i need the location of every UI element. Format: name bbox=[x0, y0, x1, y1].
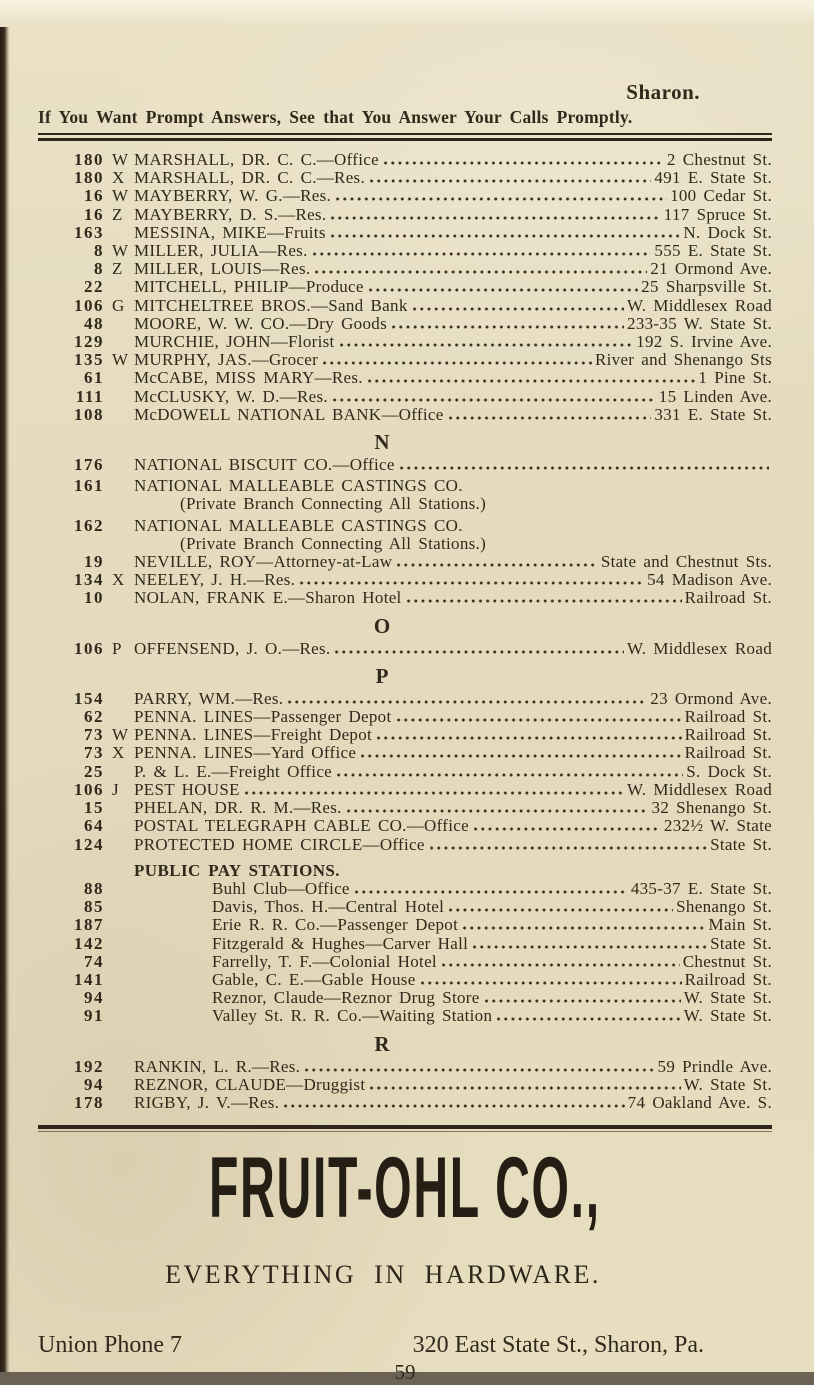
phone-number: 48 bbox=[84, 313, 104, 333]
ad-footer bbox=[38, 1332, 772, 1359]
name-column bbox=[134, 898, 772, 916]
section-heading: N bbox=[374, 430, 390, 455]
party-line-letter: W bbox=[112, 186, 129, 206]
address: Railroad St. bbox=[684, 588, 772, 608]
address: 23 Ormond Ave. bbox=[650, 688, 772, 708]
address: 15 Linden Ave. bbox=[658, 386, 772, 406]
address: 331 E. State St. bbox=[654, 404, 772, 424]
name-column bbox=[134, 781, 772, 799]
dot-leader bbox=[483, 991, 681, 1003]
address: State and Chestnut Sts. bbox=[600, 552, 772, 572]
phone-number: 108 bbox=[74, 404, 104, 424]
phone-number: 176 bbox=[74, 455, 104, 475]
directory-row bbox=[38, 1076, 772, 1094]
subscriber-name: Buhl Club—Office bbox=[212, 878, 350, 898]
bottom-rule bbox=[38, 1125, 772, 1132]
subscriber-name: PROTECTED HOME CIRCLE—Office bbox=[134, 834, 425, 854]
phone-number: 61 bbox=[84, 368, 104, 388]
phone-number: 25 bbox=[84, 761, 104, 781]
name-column bbox=[134, 278, 772, 296]
address: Railroad St. bbox=[684, 743, 772, 763]
phone-number: 64 bbox=[84, 816, 104, 836]
dot-leader bbox=[329, 208, 660, 220]
directory-row bbox=[38, 151, 772, 169]
address: 555 E. State St. bbox=[654, 241, 772, 261]
subscriber-name: Davis, Thos. H.—Central Hotel bbox=[212, 897, 445, 917]
subscriber-name: P. & L. E.—Freight Office bbox=[134, 761, 333, 781]
directory-row bbox=[38, 935, 772, 953]
address: W. Middlesex Road bbox=[627, 779, 772, 799]
dot-leader bbox=[428, 838, 707, 850]
directory-row bbox=[38, 406, 772, 424]
subscriber-name: NOLAN, FRANK E.—Sharon Hotel bbox=[134, 588, 402, 608]
directory-row bbox=[38, 206, 772, 224]
dot-leader bbox=[472, 819, 661, 831]
directory-row bbox=[38, 369, 772, 387]
phone-number: 106 bbox=[74, 779, 104, 799]
directory-row bbox=[38, 781, 772, 799]
name-column bbox=[134, 388, 772, 406]
address: 1 Pine St. bbox=[698, 368, 772, 388]
dot-leader bbox=[419, 973, 682, 985]
dot-leader bbox=[329, 226, 681, 238]
ad-phone: Union Phone 7 bbox=[38, 1332, 182, 1359]
directory-row bbox=[38, 351, 772, 369]
dot-leader bbox=[335, 765, 683, 777]
dot-leader bbox=[286, 692, 647, 704]
subscriber-name: MESSINA, MIKE—Fruits bbox=[134, 222, 326, 242]
subscriber-name: Erie R. R. Co.—Passenger Depot bbox=[212, 915, 459, 935]
subscriber-name: MILLER, LOUIS—Res. bbox=[134, 259, 311, 279]
directory-row bbox=[38, 224, 772, 242]
name-column bbox=[134, 799, 772, 817]
phone-number: 73 bbox=[84, 725, 104, 745]
address: River and Shenango Sts bbox=[594, 350, 772, 370]
dot-leader bbox=[366, 371, 695, 383]
phone-number: 16 bbox=[84, 186, 104, 206]
directory-row bbox=[38, 763, 772, 781]
party-line-letter: P bbox=[112, 638, 122, 658]
subscriber-name: MARSHALL, DR. C. C.—Res. bbox=[134, 168, 366, 188]
dot-leader bbox=[447, 900, 673, 912]
address: W. State St. bbox=[683, 1074, 772, 1094]
address: 74 Oakland Ave. S. bbox=[627, 1092, 772, 1112]
directory-row bbox=[38, 640, 772, 658]
phone-number: 88 bbox=[84, 878, 104, 898]
directory-row bbox=[38, 898, 772, 916]
party-line-letter: Z bbox=[112, 259, 123, 279]
party-line-letter: W bbox=[112, 241, 129, 261]
page-number: 59 bbox=[394, 1360, 416, 1385]
directory-row bbox=[38, 726, 772, 744]
subscriber-name: Farrelly, T. F.—Colonial Hotel bbox=[212, 951, 437, 971]
directory-row bbox=[38, 297, 772, 315]
name-column bbox=[134, 333, 772, 351]
subscriber-name: MARSHALL, DR. C. C.—Office bbox=[134, 150, 379, 169]
phone-number: 106 bbox=[74, 295, 104, 315]
directory-row bbox=[38, 187, 772, 205]
name-column bbox=[134, 817, 772, 835]
address: N. Dock St. bbox=[683, 222, 772, 242]
directory-row bbox=[38, 456, 772, 474]
phone-number: 73 bbox=[84, 743, 104, 763]
phone-number: 62 bbox=[84, 707, 104, 727]
subscriber-name: MILLER, JULIA—Res. bbox=[134, 241, 308, 261]
dot-leader bbox=[375, 728, 682, 740]
party-line-letter: J bbox=[112, 779, 119, 799]
dot-leader bbox=[303, 1060, 654, 1072]
phone-number: 134 bbox=[74, 570, 104, 590]
ad-company-name-text: FRUIT-OHL CO., bbox=[209, 1140, 601, 1237]
subscriber-name: RIGBY, J. V.—Res. bbox=[134, 1092, 280, 1112]
directory-row bbox=[38, 242, 772, 260]
directory-row bbox=[38, 571, 772, 589]
ad-tagline: EVERYTHING IN HARDWARE. bbox=[165, 1260, 601, 1290]
subscriber-name: MURCHIE, JOHN—Florist bbox=[134, 332, 335, 352]
phone-number: 106 bbox=[74, 638, 104, 658]
phone-number: 163 bbox=[74, 222, 104, 242]
address: Shenango St. bbox=[676, 897, 772, 917]
name-column bbox=[134, 989, 772, 1007]
directory-row bbox=[38, 553, 772, 571]
address: 435-37 E. State St. bbox=[630, 878, 772, 898]
party-line-letter: X bbox=[112, 570, 125, 590]
subscriber-name: Fitzgerald & Hughes—Carver Hall bbox=[212, 933, 469, 953]
section-heading: R bbox=[374, 1031, 390, 1056]
address: 117 Spruce St. bbox=[663, 204, 772, 224]
private-branch-note: (Private Branch Connecting All Stations.) bbox=[180, 533, 487, 553]
phone-number: 154 bbox=[74, 688, 104, 708]
party-line-letter: G bbox=[112, 295, 125, 315]
subscriber-name: PARRY, WM.—Res. bbox=[134, 688, 284, 708]
dot-leader bbox=[390, 317, 624, 329]
subscriber-name: NATIONAL BISCUIT CO.—Office bbox=[134, 455, 395, 475]
directory-row bbox=[38, 971, 772, 989]
subscriber-name: MOORE, W. W. CO.—Dry Goods bbox=[134, 313, 387, 333]
dot-leader bbox=[405, 591, 682, 603]
phone-number: 192 bbox=[74, 1056, 104, 1076]
phone-number: 8 bbox=[94, 241, 104, 261]
name-column bbox=[134, 971, 772, 989]
address: Railroad St. bbox=[684, 725, 772, 745]
dot-leader bbox=[313, 262, 647, 274]
header-rule bbox=[38, 133, 772, 141]
address: Chestnut St. bbox=[682, 951, 772, 971]
address: 54 Madison Ave. bbox=[647, 570, 772, 590]
phone-number: 94 bbox=[84, 1074, 104, 1094]
dot-leader bbox=[353, 882, 628, 894]
dot-leader bbox=[471, 937, 707, 949]
subscriber-name: McCABE, MISS MARY—Res. bbox=[134, 368, 363, 388]
dot-leader bbox=[382, 153, 664, 165]
subscriber-name: Reznor, Claude—Reznor Drug Store bbox=[212, 988, 480, 1008]
dot-leader bbox=[495, 1009, 680, 1021]
directory-row bbox=[38, 1058, 772, 1076]
subscriber-name: NEVILLE, ROY—Attorney-at-Law bbox=[134, 552, 393, 572]
dot-leader bbox=[321, 353, 592, 365]
name-column bbox=[134, 880, 772, 898]
phone-number: 22 bbox=[84, 277, 104, 297]
dot-leader bbox=[398, 458, 769, 470]
address: W. State St. bbox=[683, 1006, 772, 1026]
directory-row bbox=[38, 517, 772, 535]
name-column bbox=[134, 690, 772, 708]
address: State St. bbox=[710, 933, 772, 953]
city-header: Sharon. bbox=[626, 80, 700, 104]
left-edge-shadow bbox=[0, 27, 10, 1372]
subscriber-name: MURPHY, JAS.—Grocer bbox=[134, 350, 319, 370]
dot-leader bbox=[282, 1096, 624, 1108]
page-content bbox=[38, 0, 772, 1385]
name-column bbox=[134, 169, 772, 187]
subscriber-name: MAYBERRY, W. G.—Res. bbox=[134, 186, 332, 206]
name-column bbox=[134, 456, 772, 474]
directory-row bbox=[38, 690, 772, 708]
subscriber-name: RANKIN, L. R.—Res. bbox=[134, 1056, 301, 1076]
address: Railroad St. bbox=[684, 969, 772, 989]
name-column bbox=[134, 315, 772, 333]
name-column bbox=[134, 640, 772, 658]
phone-number: 8 bbox=[94, 259, 104, 279]
phone-number: 94 bbox=[84, 988, 104, 1008]
subscriber-name: McDOWELL NATIONAL BANK—Office bbox=[134, 404, 444, 424]
phone-number: 16 bbox=[84, 204, 104, 224]
subscriber-name: OFFENSEND, J. O.—Res. bbox=[134, 638, 331, 658]
address: W. State St. bbox=[683, 988, 772, 1008]
party-line-letter: X bbox=[112, 743, 125, 763]
dot-leader bbox=[243, 783, 624, 795]
directory-row bbox=[38, 1094, 772, 1112]
phone-number: 74 bbox=[84, 951, 104, 971]
directory-row bbox=[38, 880, 772, 898]
name-column bbox=[134, 763, 772, 781]
party-line-letter: W bbox=[112, 150, 129, 169]
phone-number: 10 bbox=[84, 588, 104, 608]
address: W. Middlesex Road bbox=[627, 295, 772, 315]
private-branch-note: (Private Branch Connecting All Stations.) bbox=[180, 494, 487, 514]
directory-row bbox=[38, 315, 772, 333]
subscriber-name: NEELEY, J. H.—Res. bbox=[134, 570, 296, 590]
name-column bbox=[134, 726, 772, 744]
name-column bbox=[134, 571, 772, 589]
dot-leader bbox=[461, 918, 705, 930]
name-column bbox=[134, 708, 772, 726]
phone-number: 187 bbox=[74, 915, 104, 935]
name-column bbox=[134, 517, 772, 535]
name-column bbox=[134, 260, 772, 278]
directory-row bbox=[38, 953, 772, 971]
address: 491 E. State St. bbox=[654, 168, 772, 188]
ad-address: 320 East State St., Sharon, Pa. bbox=[412, 1332, 704, 1359]
section-heading: O bbox=[373, 613, 391, 638]
subscriber-name: NATIONAL MALLEABLE CASTINGS CO. bbox=[134, 476, 463, 496]
dot-leader bbox=[411, 299, 624, 311]
subscriber-name: Valley St. R. R. Co.—Waiting Station bbox=[212, 1006, 493, 1026]
subscriber-name: MITCHELL, PHILIP—Produce bbox=[134, 277, 364, 297]
group-heading: PUBLIC PAY STATIONS. bbox=[134, 860, 340, 880]
name-column bbox=[134, 935, 772, 953]
subscriber-name: PEST HOUSE bbox=[134, 779, 240, 799]
address: 192 S. Irvine Ave. bbox=[636, 332, 772, 352]
dot-leader bbox=[395, 710, 682, 722]
directory-row bbox=[38, 477, 772, 495]
phone-number: 141 bbox=[74, 969, 104, 989]
name-column bbox=[134, 1058, 772, 1076]
dot-leader bbox=[338, 335, 634, 347]
subscriber-name: PHELAN, DR. R. M.—Res. bbox=[134, 798, 342, 818]
phone-number: 142 bbox=[74, 933, 104, 953]
phone-number: 19 bbox=[84, 552, 104, 572]
directory-row bbox=[38, 744, 772, 762]
name-column bbox=[134, 224, 772, 242]
name-column bbox=[134, 297, 772, 315]
subscriber-name: PENNA. LINES—Yard Office bbox=[134, 743, 357, 763]
subscriber-name: NATIONAL MALLEABLE CASTINGS CO. bbox=[134, 515, 463, 535]
directory-row bbox=[38, 169, 772, 187]
name-column bbox=[134, 477, 772, 495]
address: State St. bbox=[710, 834, 772, 854]
directory-row bbox=[38, 916, 772, 934]
directory-row bbox=[38, 1007, 772, 1025]
name-column bbox=[134, 1076, 772, 1094]
subscriber-name: PENNA. LINES—Passenger Depot bbox=[134, 707, 392, 727]
name-column bbox=[134, 406, 772, 424]
address: Main St. bbox=[708, 915, 772, 935]
directory-listing bbox=[38, 151, 772, 1112]
address: 32 Shenango St. bbox=[651, 798, 772, 818]
name-column bbox=[134, 187, 772, 205]
name-column bbox=[134, 953, 772, 971]
phone-number: 162 bbox=[74, 515, 104, 535]
phone-number: 111 bbox=[75, 386, 104, 406]
directory-row bbox=[38, 799, 772, 817]
phone-number: 161 bbox=[74, 476, 104, 496]
subscriber-name: McCLUSKY, W. D.—Res. bbox=[134, 386, 328, 406]
dot-leader bbox=[298, 573, 644, 585]
name-column bbox=[134, 916, 772, 934]
dot-leader bbox=[331, 390, 656, 402]
directory-row bbox=[38, 278, 772, 296]
address: W. Middlesex Road bbox=[627, 638, 772, 658]
subscriber-name: MITCHELTREE BROS.—Sand Bank bbox=[134, 295, 408, 315]
address: 232½ W. State bbox=[663, 816, 772, 836]
subscriber-name: MAYBERRY, D. S.—Res. bbox=[134, 204, 327, 224]
party-line-letter: X bbox=[112, 168, 125, 188]
name-column bbox=[134, 242, 772, 260]
phone-number: 180 bbox=[74, 168, 104, 188]
name-column bbox=[134, 1007, 772, 1025]
subscriber-name: PENNA. LINES—Freight Depot bbox=[134, 725, 373, 745]
directory-row bbox=[38, 989, 772, 1007]
address: Railroad St. bbox=[684, 707, 772, 727]
address: 59 Prindle Ave. bbox=[657, 1056, 772, 1076]
name-column bbox=[134, 351, 772, 369]
section-heading: P bbox=[375, 663, 389, 688]
dot-leader bbox=[334, 189, 667, 201]
dot-leader bbox=[395, 555, 598, 567]
directory-row bbox=[38, 836, 772, 854]
dot-leader bbox=[447, 408, 652, 420]
dot-leader bbox=[311, 244, 652, 256]
phone-number: 135 bbox=[74, 350, 104, 370]
name-column bbox=[134, 206, 772, 224]
name-column bbox=[134, 836, 772, 854]
name-column bbox=[134, 1094, 772, 1112]
directory-row bbox=[38, 817, 772, 835]
directory-row bbox=[38, 708, 772, 726]
name-column bbox=[134, 589, 772, 607]
subscriber-name: Gable, C. E.—Gable House bbox=[212, 969, 416, 989]
directory-row bbox=[38, 333, 772, 351]
phone-number: 129 bbox=[74, 332, 104, 352]
dot-leader bbox=[345, 801, 649, 813]
directory-row bbox=[38, 260, 772, 278]
phone-number: 15 bbox=[84, 798, 104, 818]
phone-number: 178 bbox=[74, 1092, 104, 1112]
dot-leader bbox=[367, 280, 638, 292]
party-line-letter: W bbox=[112, 350, 129, 370]
address: 2 Chestnut St. bbox=[666, 150, 772, 169]
directory-row bbox=[38, 589, 772, 607]
address: 233-35 W. State St. bbox=[627, 313, 772, 333]
dot-leader bbox=[359, 746, 682, 758]
phone-number: 180 bbox=[74, 150, 104, 169]
dot-leader bbox=[368, 171, 651, 183]
phone-number: 91 bbox=[84, 1006, 104, 1026]
name-column bbox=[134, 369, 772, 387]
name-column bbox=[134, 151, 772, 169]
phone-number: 85 bbox=[84, 897, 104, 917]
address: 21 Ormond Ave. bbox=[650, 259, 772, 279]
phone-number: 124 bbox=[74, 834, 104, 854]
subscriber-name: POSTAL TELEGRAPH CABLE CO.—Office bbox=[134, 816, 469, 836]
address: 100 Cedar St. bbox=[670, 186, 772, 206]
address: 25 Sharpsville St. bbox=[641, 277, 772, 297]
dot-leader bbox=[333, 642, 624, 654]
directory-row bbox=[38, 388, 772, 406]
ad-company-name bbox=[38, 1140, 772, 1237]
dot-leader bbox=[368, 1078, 680, 1090]
slogan: If You Want Prompt Answers, See that You Answer Your Calls Promptly. bbox=[38, 107, 633, 127]
subscriber-name: REZNOR, CLAUDE—Druggist bbox=[134, 1074, 366, 1094]
name-column bbox=[134, 744, 772, 762]
party-line-letter: W bbox=[112, 725, 129, 745]
party-line-letter: Z bbox=[112, 204, 123, 224]
address: S. Dock St. bbox=[686, 761, 772, 781]
name-column bbox=[134, 553, 772, 571]
dot-leader bbox=[440, 955, 680, 967]
